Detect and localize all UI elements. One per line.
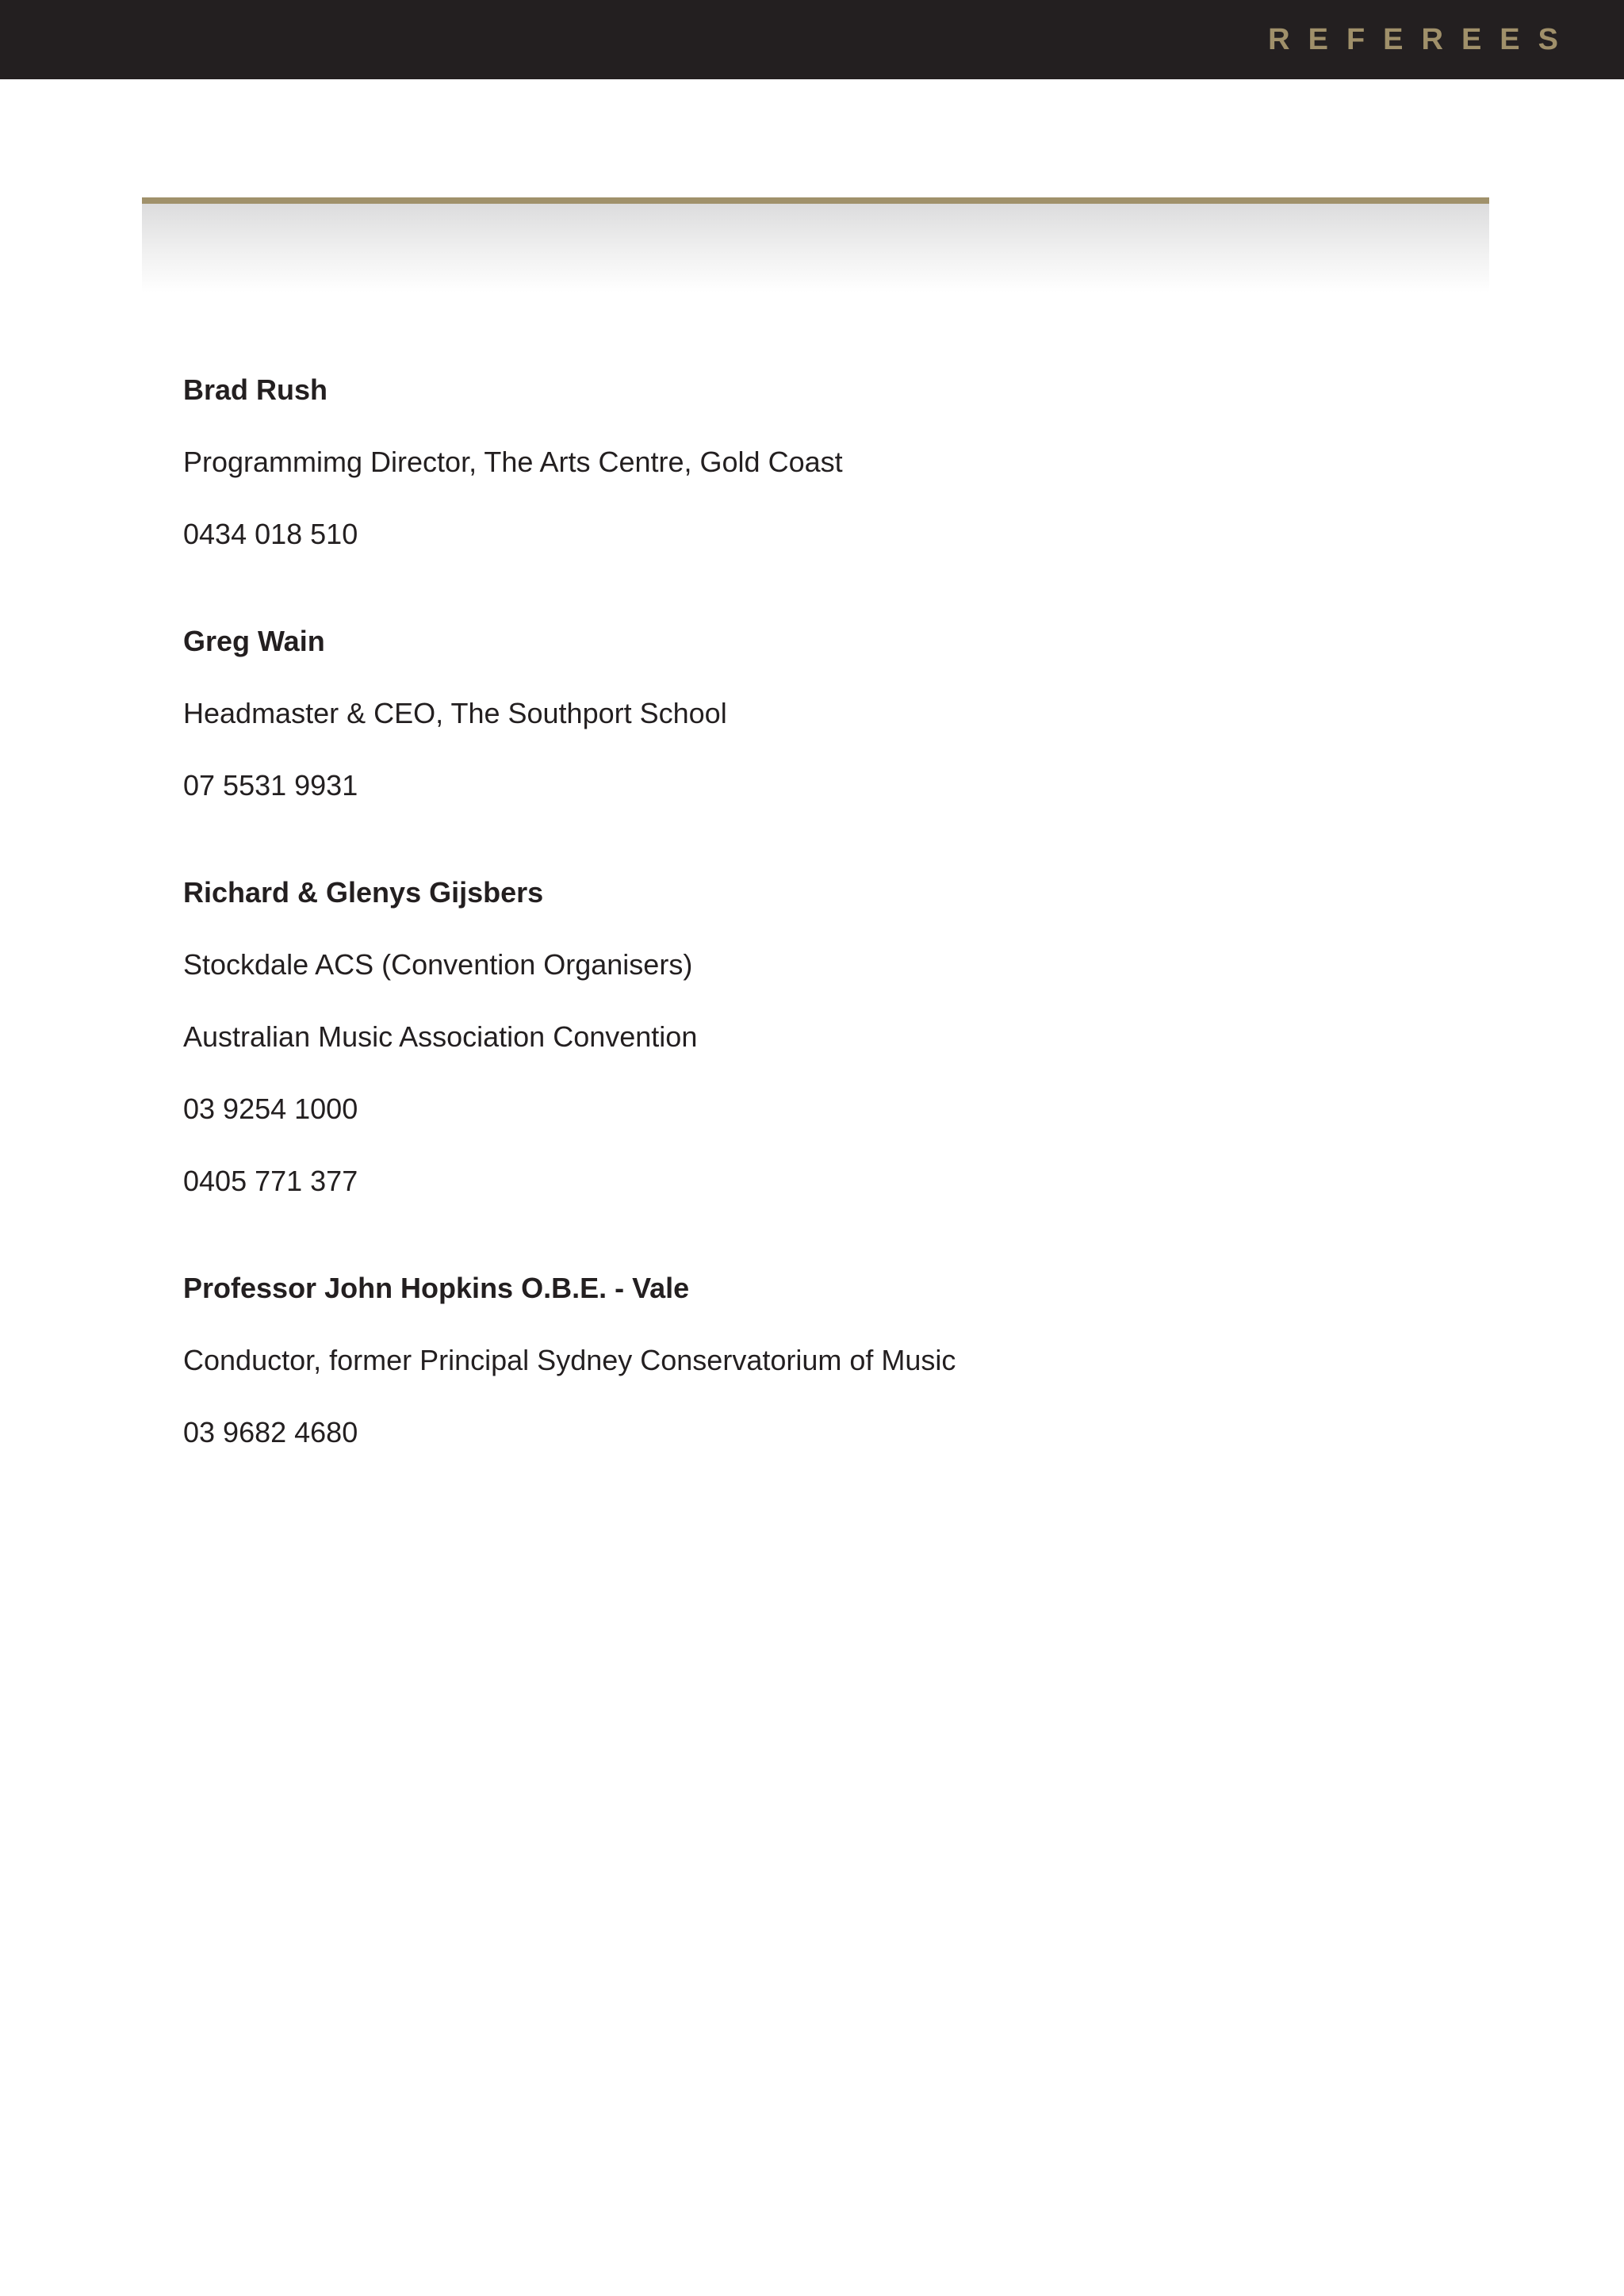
referee-position: Headmaster & CEO, The Southport School — [183, 697, 727, 729]
referee-phone: 07 5531 9931 — [183, 769, 358, 802]
referee-event: Australian Music Association Convention — [183, 1020, 698, 1053]
referee-organisation: Stockdale ACS (Convention Organisers) — [183, 948, 693, 981]
referee-entry — [183, 624, 1452, 803]
header-gold-rule — [142, 197, 1489, 204]
referee-entry — [183, 1271, 1452, 1450]
referee-position: Conductor, former Principal Sydney Conservatorium of Music — [183, 1344, 956, 1376]
referee-entry — [183, 875, 1452, 1199]
top-banner — [0, 0, 1624, 79]
referee-name: Brad Rush — [183, 373, 328, 406]
referee-phone: 03 9682 4680 — [183, 1416, 358, 1448]
referee-name: Greg Wain — [183, 625, 325, 657]
referee-entry — [183, 373, 1452, 552]
header-gradient-band — [142, 204, 1489, 293]
page-title: REFEREES — [1268, 23, 1576, 56]
referee-name: Richard & Glenys Gijsbers — [183, 876, 544, 909]
referee-phone: 03 9254 1000 — [183, 1093, 358, 1125]
referee-position: Programmimg Director, The Arts Centre, Gold Coast — [183, 446, 843, 478]
referee-mobile: 0405 771 377 — [183, 1165, 358, 1197]
referee-list — [183, 373, 1452, 1522]
referee-phone: 0434 018 510 — [183, 518, 358, 550]
referee-name: Professor John Hopkins O.B.E. - Vale — [183, 1272, 690, 1304]
